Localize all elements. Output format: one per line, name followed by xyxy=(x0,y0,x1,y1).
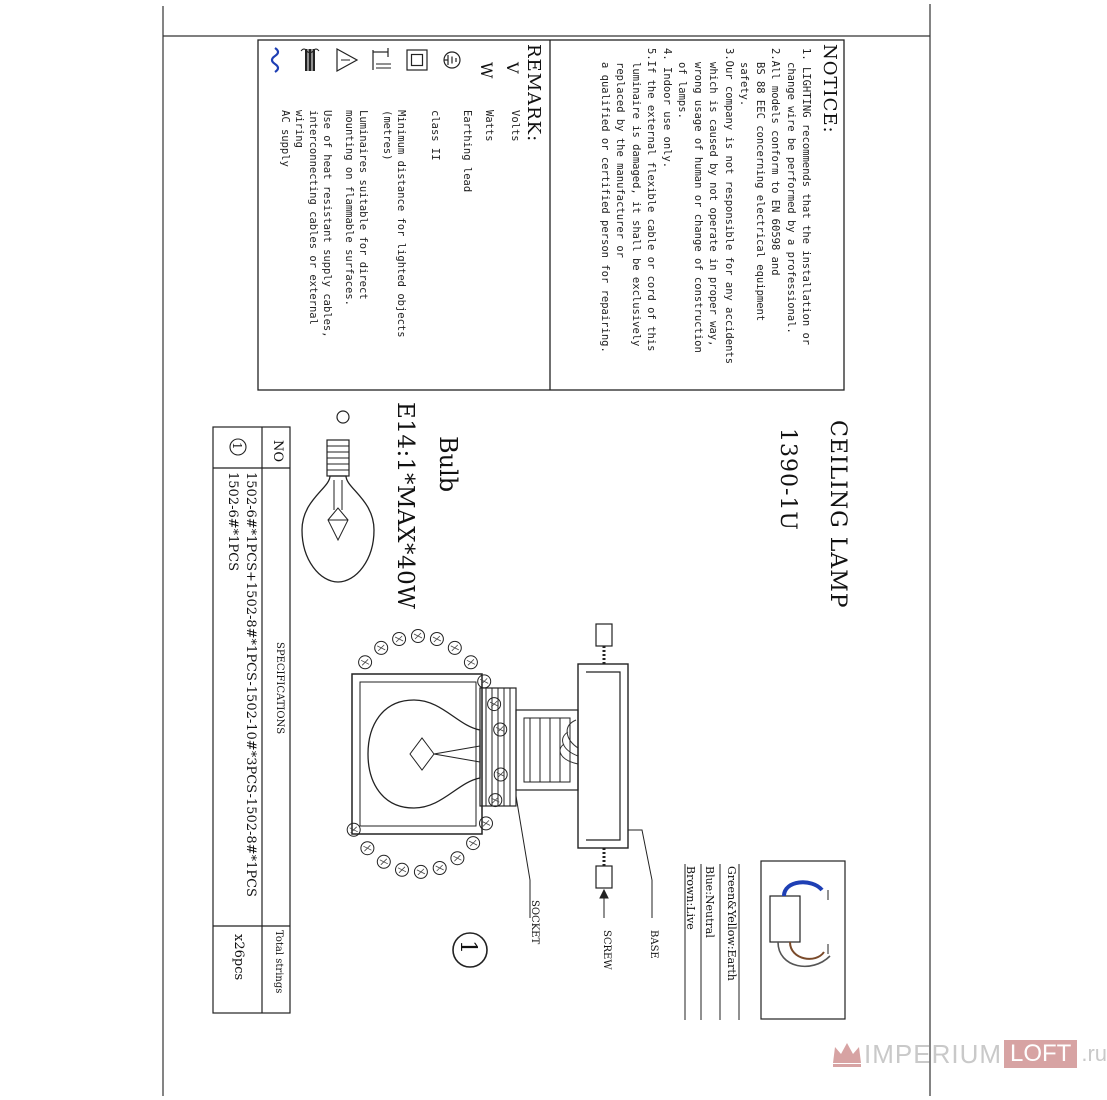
remark-text: AC supply xyxy=(279,110,291,167)
callout-base: BASE xyxy=(648,930,659,959)
notice-line: 3.Our company is not responsible for any accidents xyxy=(722,48,735,365)
notice-line: safety. xyxy=(738,62,750,107)
live-wire xyxy=(790,942,824,959)
warning-triangle-icon xyxy=(337,49,357,71)
crystal-strings xyxy=(347,630,507,879)
crystal-facet xyxy=(380,859,388,865)
table-header-no: NO xyxy=(270,440,285,463)
crystal-facet xyxy=(398,867,406,873)
crystal-facet xyxy=(467,659,475,665)
remark-text: Use of heat resistant supply cables, interconnecting cables or external wiring xyxy=(293,110,333,338)
callout-screw: SCREW xyxy=(601,930,612,970)
table-cell-total: x26pcs xyxy=(231,934,246,981)
notice-line: of lamps. xyxy=(676,62,688,119)
notice-line: which is caused by not operate in proper way, xyxy=(707,62,719,347)
notice-line: wrong usage of human or change of construction xyxy=(691,62,704,353)
lamp-socket xyxy=(480,688,578,806)
crystal-facet xyxy=(361,659,369,665)
remark-text: Luminaires suitable for direct mounting on flammable surfaces. xyxy=(343,110,369,306)
min-distance-icon xyxy=(373,48,391,70)
notice-heading: NOTICE: xyxy=(819,44,840,134)
crystal-facet xyxy=(469,840,477,846)
crystal-facet xyxy=(417,869,425,875)
remark-text: class II xyxy=(429,110,441,161)
watermark xyxy=(830,1036,1107,1072)
lamp-frame xyxy=(352,674,482,834)
table-header-spec: SPECIFICATIONS xyxy=(274,642,285,735)
notice-line: 1. LIGHTING recommends that the installation or xyxy=(800,48,812,346)
notice-line: BS 88 EEC concerning electrical equipment xyxy=(753,62,766,322)
table-header-total: Total strings xyxy=(273,930,284,994)
wire-legend-neutral: Blue:Neutral xyxy=(703,866,716,938)
wire-legend-rules xyxy=(684,862,744,1022)
bulb-drawing xyxy=(290,400,410,600)
crystal-facet xyxy=(395,636,403,642)
lamp-bulb xyxy=(368,700,480,808)
part-number: 1 xyxy=(455,940,480,954)
notice-line: change wire be performed by a professional. xyxy=(784,62,797,334)
wire-legend-live: Brown:Live xyxy=(684,866,697,930)
ac-supply-icon xyxy=(272,48,278,72)
crystal-facet xyxy=(414,633,422,639)
notice-line: 4. Indoor use only. xyxy=(660,48,673,169)
remark-symbol-volts: V xyxy=(503,62,522,74)
heat-resistant-icon xyxy=(301,49,319,71)
table-cell-no: 1 xyxy=(230,442,244,450)
watermark-brand: IMPERIUM xyxy=(864,1038,1002,1069)
table-cell-spec-line-2: 1502-6#*1PCS xyxy=(225,472,240,572)
watermark-tld: .ru xyxy=(1081,1041,1107,1066)
lamp-drawing xyxy=(330,600,710,930)
notice-line: 2.All models conform to EN 60598 and xyxy=(769,48,781,276)
remark-text: Watts xyxy=(483,110,495,142)
crystal-facet xyxy=(451,645,459,651)
callout-socket: SOCKET xyxy=(529,900,540,945)
notice-line: luminaire is damaged, it shall be exclusively xyxy=(629,62,642,347)
remark-symbol-watts: W xyxy=(477,62,496,79)
class-ii-icon xyxy=(407,50,427,70)
notice-line: 5.If the external flexible cable or cord of this xyxy=(645,48,657,352)
bulb-bullet xyxy=(337,411,349,423)
crystal-facet xyxy=(490,701,498,707)
remark-text: Minimum distance for lighted objects (metres) xyxy=(381,110,407,338)
table-cell-spec-line-1: 1502-6#*1PCS+1502-8#*1PCS-1502-10#*3PCS-1502-8#*1PCS xyxy=(243,472,258,897)
crystal-facet xyxy=(363,845,371,851)
crystal-facet xyxy=(482,820,490,826)
remark-heading: REMARK: xyxy=(523,44,544,143)
wire-colors xyxy=(778,882,830,966)
wiring-inset xyxy=(760,860,846,1020)
bulb-spec: E14:1*MAX*40W xyxy=(392,402,418,610)
crystal-facet xyxy=(496,727,504,733)
earth-icon xyxy=(444,52,460,68)
model-number: 1390-1U xyxy=(775,428,800,531)
bulb-icon xyxy=(302,440,374,582)
crystal-facet xyxy=(436,865,444,871)
notice-line: replaced by the manufacturer or xyxy=(614,62,626,258)
crystal-facet xyxy=(377,645,385,651)
remark-symbols xyxy=(262,40,462,80)
crown-logo-icon xyxy=(830,1039,864,1069)
crystal-facet xyxy=(350,827,358,833)
remark-text: Earthing lead xyxy=(461,110,473,193)
crystal-facet xyxy=(453,855,461,861)
notice-line: a qualified or certified person for repairing. xyxy=(598,62,611,353)
neutral-wire xyxy=(784,882,822,896)
wire-legend-earth: Green&Yellow:Earth xyxy=(725,866,738,981)
bulb-label: Bulb xyxy=(434,436,462,493)
product-title: CEILING LAMP xyxy=(825,420,850,609)
crystal-facet xyxy=(433,636,441,642)
remark-text: Volts xyxy=(509,110,521,142)
watermark-highlight: LOFT xyxy=(1004,1040,1077,1068)
